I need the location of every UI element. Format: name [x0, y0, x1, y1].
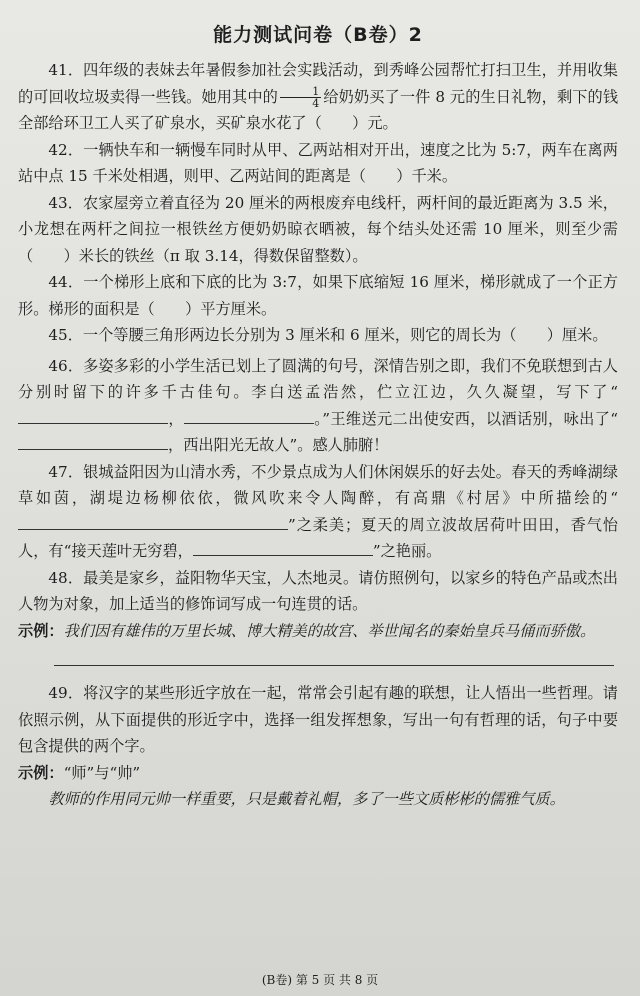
question-46 [18, 353, 618, 459]
question-41 [18, 57, 618, 137]
q49-example-answer: 教师的作用同元帅一样重要，只是戴着礼帽，多了一些文质彬彬的儒雅气质。 [48, 790, 565, 808]
fraction-numerator: 1 [280, 86, 321, 98]
question-47 [18, 459, 618, 565]
question-43: 43．农家屋旁立着直径为 20 厘米的两根废弃电线杆，两杆间的最近距离为 3.5 米，小龙想在两杆之间拉一根铁丝方便奶奶晾衣晒被，每个结头处还需 10 厘米，则至少需（ ）米长的铁丝（π 取 3.14，得数保留整数）。 [18, 193, 618, 265]
q41-text-2: 给奶奶买了一件 8 元的生日礼物，剩下的钱全部给环卫工人买了矿泉水，买矿泉水花了（ ）元。 [18, 87, 619, 132]
fraction-denominator: 4 [312, 97, 320, 110]
q48-example-text: 我们因有雄伟的万里长城、博大精美的故宫、举世闻名的秦始皇兵马俑而骄傲。 [63, 621, 596, 640]
question-48: 48．最美是家乡，益阳物华天宝，人杰地灵。请仿照例句，以家乡的特色产品或杰出人物为对象，加上适当的修饰词写成一句连贯的话。 [18, 568, 618, 613]
page-title: 能力测试问卷（B卷）2 [213, 24, 423, 46]
q47-text-3: ”之艳丽。 [372, 542, 442, 560]
question-49: 49．将汉字的某些形近字放在一起，常常会引起有趣的联想，让人悟出一些哲理。请依照示例，从下面提供的形近字中，选择一组发挥想象，写出一句有哲理的话，句子中要包含提供的两个字。 [18, 684, 618, 755]
q46-text-3: ，西出阳光无故人”。感人肺腑！ [168, 436, 389, 454]
page-footer: (B卷) 第 5 页 共 8 页 [261, 973, 379, 987]
q46-separator: ， [168, 409, 184, 428]
q49-example-pair: “师”与“帅” [63, 763, 141, 782]
answer-blank[interactable] [193, 541, 373, 556]
answer-blank[interactable] [18, 515, 288, 530]
example-label: 示例： [18, 763, 64, 782]
q47-text-1: 47．银城益阳因为山清水秀，不少景点成为人们休闲娱乐的好去处。春天的秀峰湖绿草如茵，湖堤边杨柳依依，微风吹来令人陶醉，有高鼎《村居》中所描绘的“ [18, 462, 618, 507]
q46-text-1: 46．多姿多彩的小学生活已划上了圆满的句号，深情告别之即，我们不免联想到古人分别时留下的许多千古佳句。李白送孟浩然，伫立江边，久久凝望，写下了“ [18, 356, 618, 401]
answer-blank[interactable] [184, 409, 314, 424]
q49-example [18, 760, 618, 787]
question-42: 42．一辆快车和一辆慢车同时从甲、乙两站相对开出，速度之比为 5:7，两车在离两站中点 15 千米处相遇，则甲、乙两站间的距离是（ ）千米。 [18, 140, 618, 185]
example-label: 示例： [18, 621, 64, 640]
answer-blank[interactable] [18, 435, 168, 450]
q41-text-1: 41．四年级的表妹去年暑假参加社会实践活动，到秀峰公园帮忙打扫卫生，并用收集的可回收垃圾卖得一些钱。她用其中的 [18, 61, 618, 106]
answer-line[interactable] [54, 664, 614, 666]
q46-text-2: 。”王维送元二出使安西，以酒话别，咏出了“ [313, 409, 619, 428]
question-44: 44．一个梯形上底和下底的比为 3:7，如果下底缩短 16 厘米，梯形就成了一个正方形。梯形的面积是（ ）平方厘米。 [18, 273, 618, 318]
q47-text-2: ”之柔美；夏天的周立波故居荷叶田田，香气怡人，有“接天莲叶无穷碧， [18, 515, 618, 560]
answer-blank[interactable] [18, 409, 168, 424]
q48-example [18, 618, 618, 645]
question-45: 45．一个等腰三角形两边长分别为 3 厘米和 6 厘米，则它的周长为（ ）厘米。 [48, 326, 608, 344]
fraction-one-quarter [280, 86, 321, 109]
